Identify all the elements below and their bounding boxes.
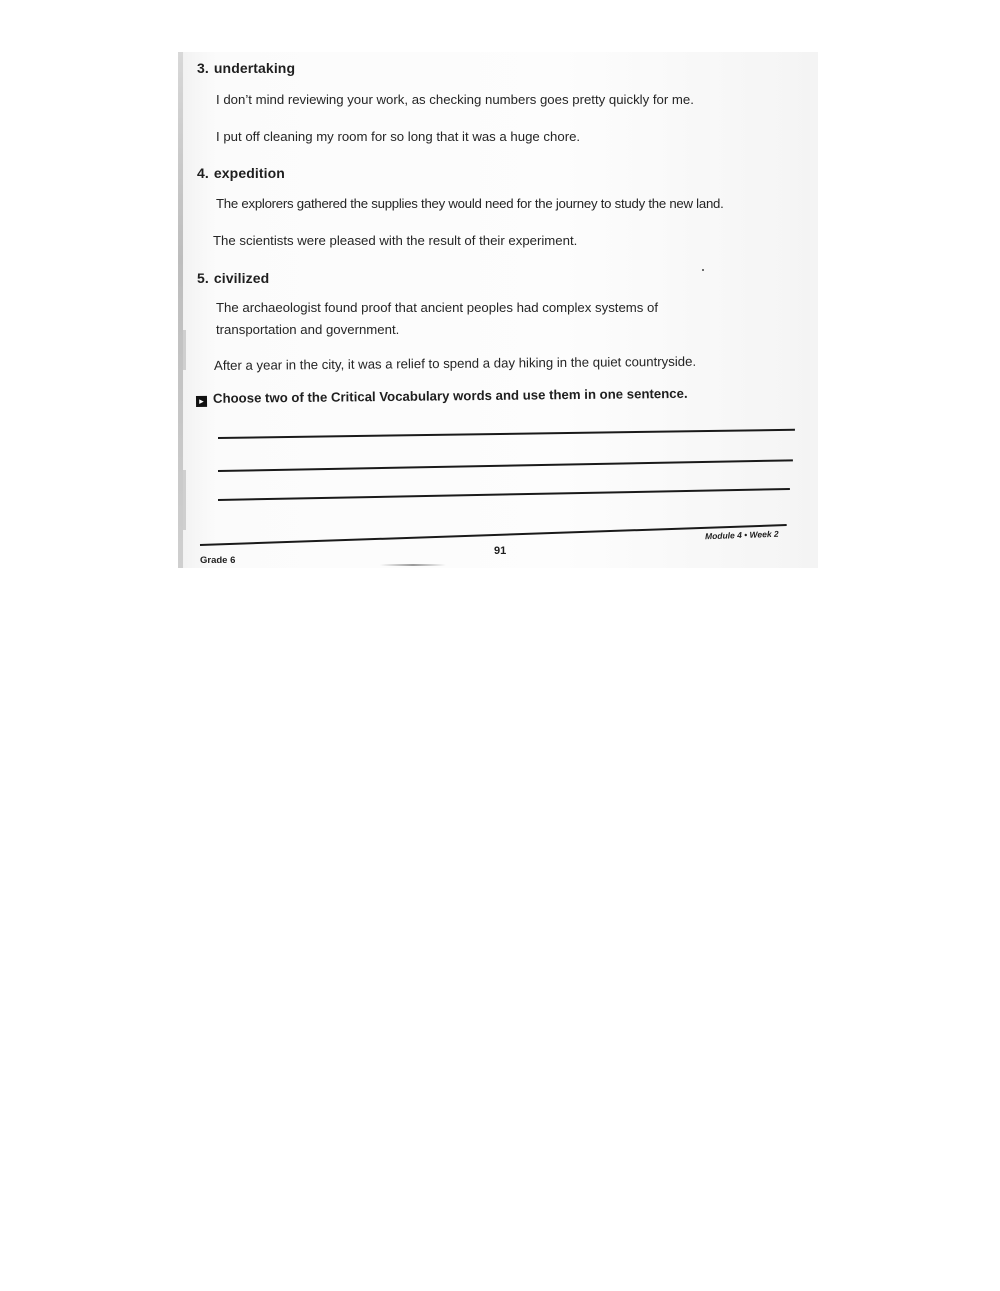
module-week-label: Module 4 • Week 2: [704, 528, 779, 542]
vocabulary-word: undertaking: [213, 60, 296, 76]
prompt-text: Choose two of the Critical Vocabulary words and use them in one sentence.: [212, 385, 688, 406]
item-3-sentence-1: I don’t mind reviewing your work, as checking numbers goes pretty quickly for me.: [216, 92, 694, 107]
item-number: 3.: [197, 60, 209, 76]
scan-artifact: [183, 330, 186, 370]
item-number: 5.: [197, 270, 209, 286]
item-3-sentence-2: I put off cleaning my room for so long that it was a huge chore.: [216, 129, 581, 144]
page-number: 91: [494, 545, 507, 557]
item-number: 4.: [197, 165, 209, 181]
item-4-sentence-2: The scientists were pleased with the result of their experiment.: [213, 233, 578, 248]
scan-artifact: [183, 470, 186, 530]
vocabulary-word: expedition: [213, 165, 285, 181]
item-5-heading: [197, 270, 269, 286]
item-5-sentence-2: After a year in the city, it was a relief to spend a day hiking in the quiet countryside.: [213, 353, 697, 373]
scan-speck: [702, 269, 704, 271]
item-4-sentence-1: The explorers gathered the supplies they would need for the journey to study the new land.: [216, 196, 724, 211]
arrow-box-icon: ▸: [196, 396, 207, 407]
item-4-heading: [197, 165, 285, 181]
item-3-heading: [197, 60, 295, 76]
scan-smudge: [380, 564, 446, 566]
item-5-sentence-1: The archaeologist found proof that ancient peoples had complex systems of transportation and government.: [216, 300, 659, 337]
vocabulary-word: civilized: [213, 270, 270, 286]
grade-label: Grade 6: [200, 555, 236, 566]
